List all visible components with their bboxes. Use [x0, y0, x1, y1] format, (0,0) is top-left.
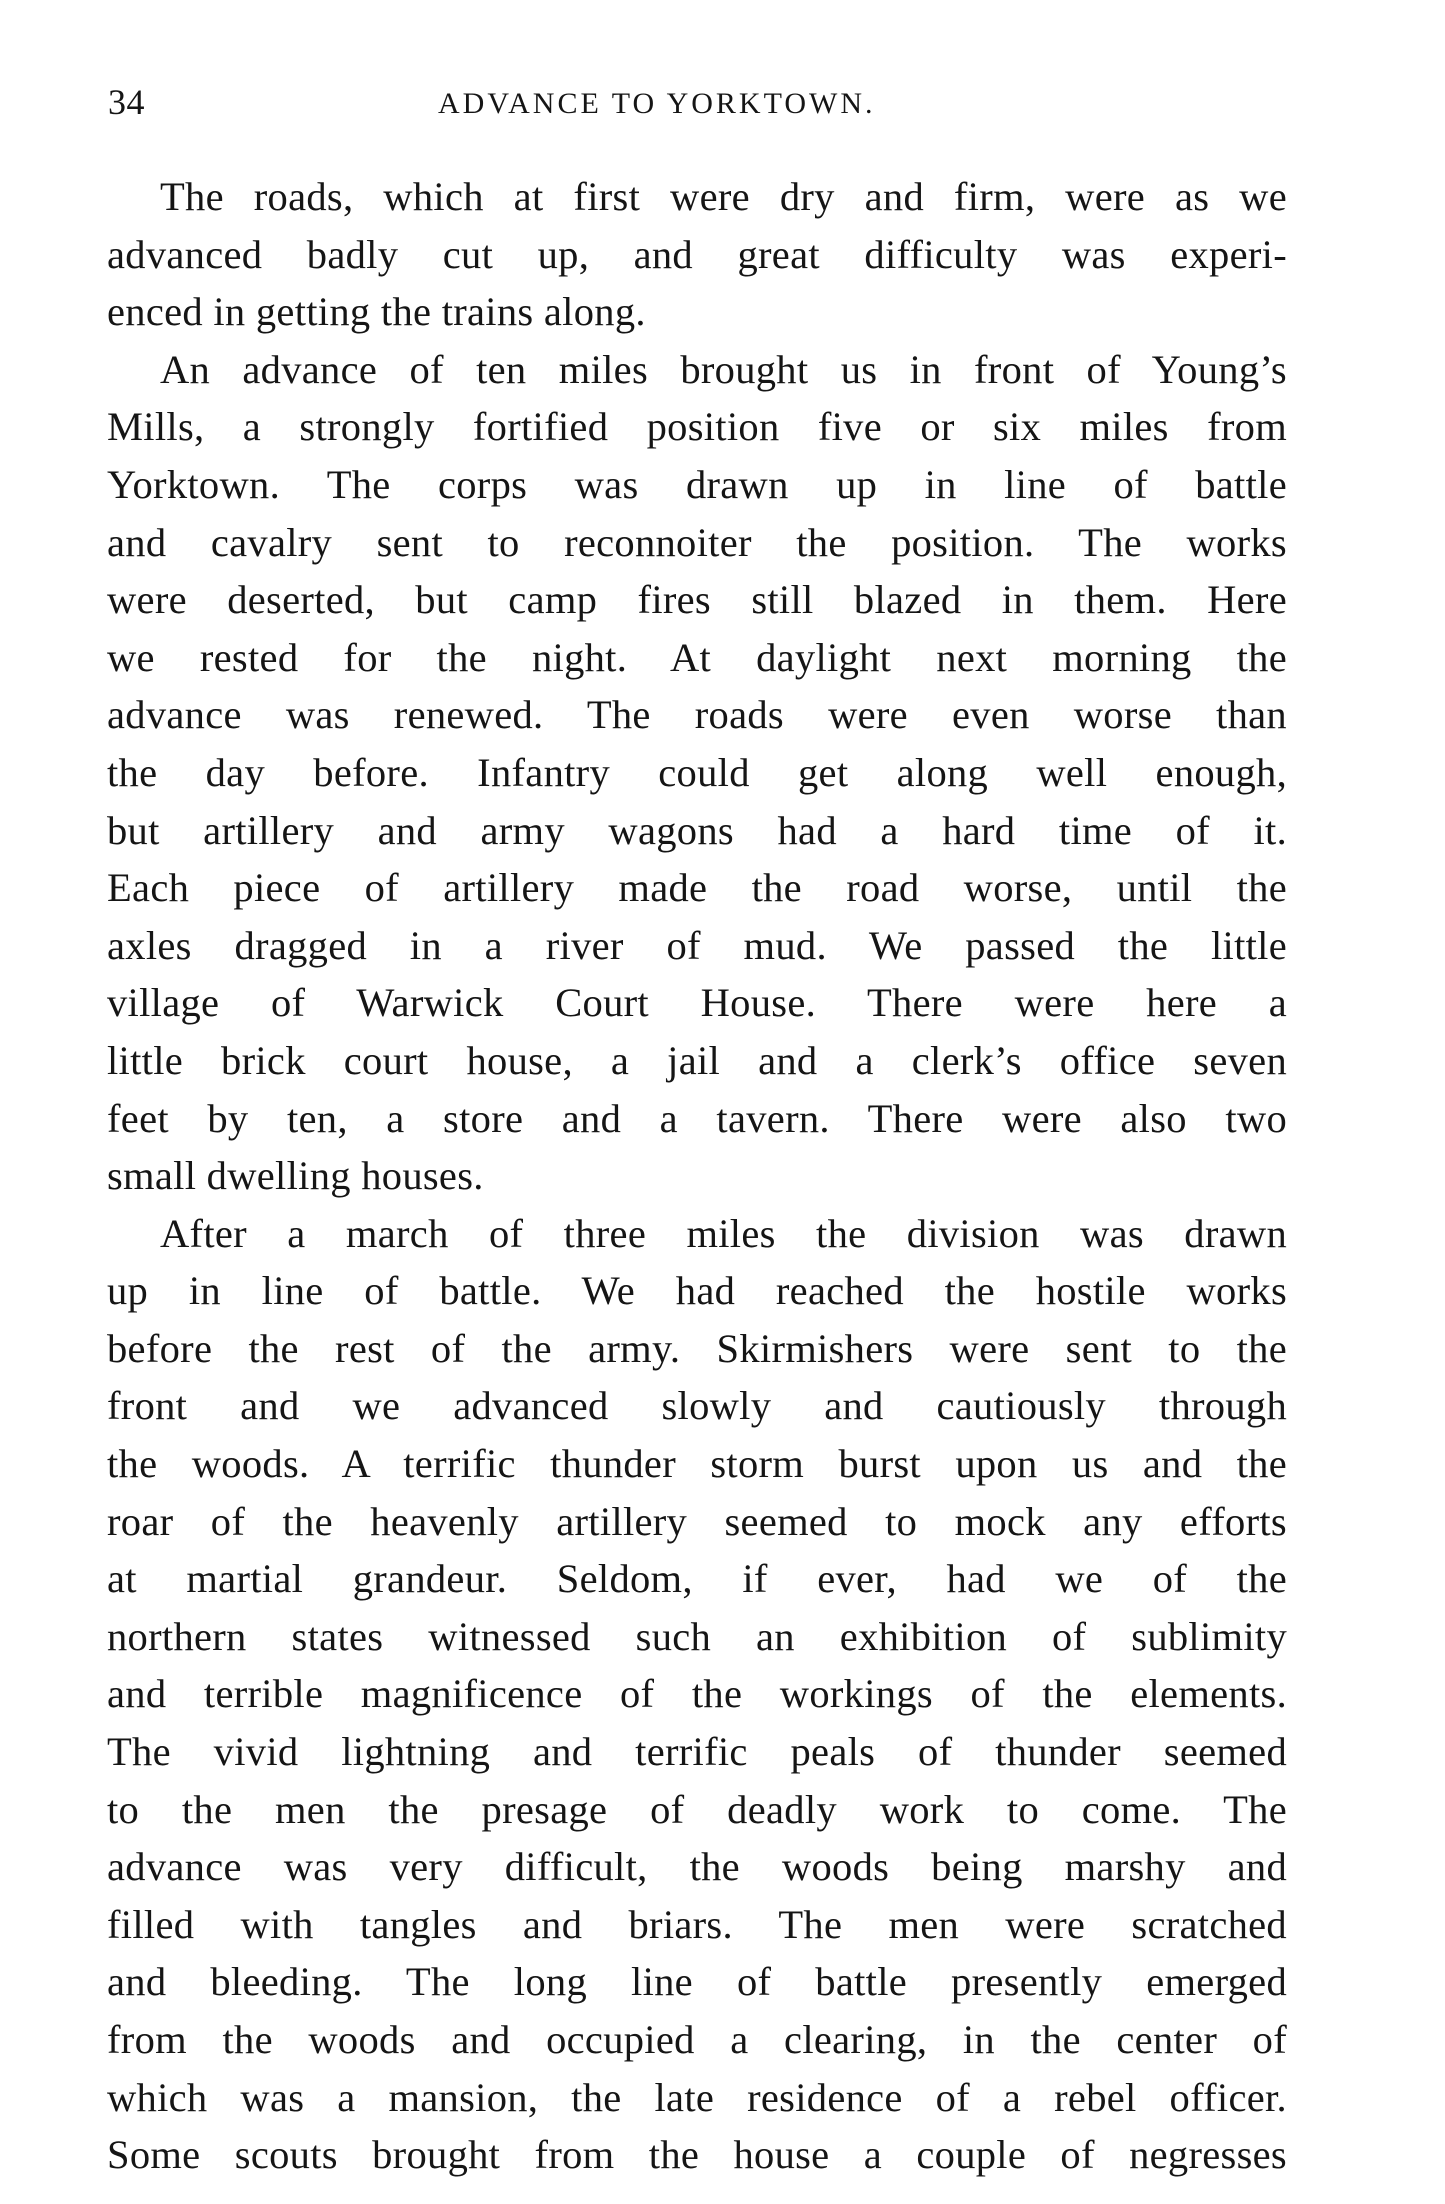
- text-line: advanced badly cut up, and great difficulty was experi-: [107, 231, 1287, 277]
- text-line: feet by ten, a store and a tavern. There were also two: [107, 1095, 1287, 1141]
- text-line: enced in getting the trains along.: [107, 289, 646, 335]
- text-line: northern states witnessed such an exhibition of sublimity: [107, 1613, 1287, 1659]
- text-line: and terrible magnificence of the workings of the elements.: [107, 1671, 1287, 1717]
- text-line: at martial grandeur. Seldom, if ever, had we of the: [107, 1556, 1287, 1602]
- text-line: the woods. A terrific thunder storm burst upon us and the: [107, 1441, 1287, 1487]
- body-text: [107, 168, 1287, 2184]
- text-line: An advance of ten miles brought us in front of Young’s: [160, 346, 1287, 392]
- text-line: up in line of battle. We had reached the hostile works: [107, 1268, 1287, 1314]
- text-line: Each piece of artillery made the road worse, until the: [107, 865, 1287, 911]
- page-number: 34: [108, 82, 145, 122]
- text-line: roar of the heavenly artillery seemed to mock any efforts: [107, 1498, 1287, 1544]
- text-line: but artillery and army wagons had a hard time of it.: [107, 807, 1287, 853]
- text-line: before the rest of the army. Skirmishers were sent to the: [107, 1325, 1287, 1371]
- text-line: and cavalry sent to reconnoiter the position. The works: [107, 519, 1287, 565]
- text-line: advance was very difficult, the woods being marshy and: [107, 1844, 1287, 1890]
- text-line: axles dragged in a river of mud. We passed the little: [107, 922, 1287, 968]
- text-line: which was a mansion, the late residence of a rebel officer.: [107, 2074, 1287, 2120]
- text-line: and bleeding. The long line of battle presently emerged: [107, 1959, 1287, 2005]
- text-line: Yorktown. The corps was drawn up in line of battle: [107, 461, 1287, 507]
- text-line: were deserted, but camp fires still blazed in them. Here: [107, 577, 1287, 623]
- text-line: advance was renewed. The roads were even worse than: [107, 692, 1287, 738]
- text-line: The vivid lightning and terrific peals of thunder seemed: [107, 1729, 1287, 1775]
- text-line: Mills, a strongly fortified position five or six miles from: [107, 404, 1287, 450]
- text-line: the day before. Infantry could get along well enough,: [107, 749, 1287, 795]
- text-line: from the woods and occupied a clearing, in the center of: [107, 2017, 1287, 2062]
- text-line: small dwelling houses.: [107, 1153, 484, 1199]
- text-line: After a march of three miles the division was drawn: [160, 1210, 1287, 1256]
- text-line: to the men the presage of deadly work to come. The: [107, 1786, 1287, 1832]
- text-line: little brick court house, a jail and a clerk’s office seven: [107, 1037, 1287, 1083]
- text-line: we rested for the night. At daylight next morning the: [107, 634, 1287, 680]
- running-head: ADVANCE TO YORKTOWN.: [438, 87, 876, 120]
- text-line: village of Warwick Court House. There were here a: [107, 980, 1287, 1026]
- text-line: The roads, which at first were dry and firm, were as we: [160, 174, 1287, 219]
- text-line: front and we advanced slowly and cautiously through: [107, 1383, 1287, 1429]
- text-line: Some scouts brought from the house a couple of negresses: [107, 2132, 1287, 2178]
- text-line: filled with tangles and briars. The men were scratched: [107, 1901, 1287, 1947]
